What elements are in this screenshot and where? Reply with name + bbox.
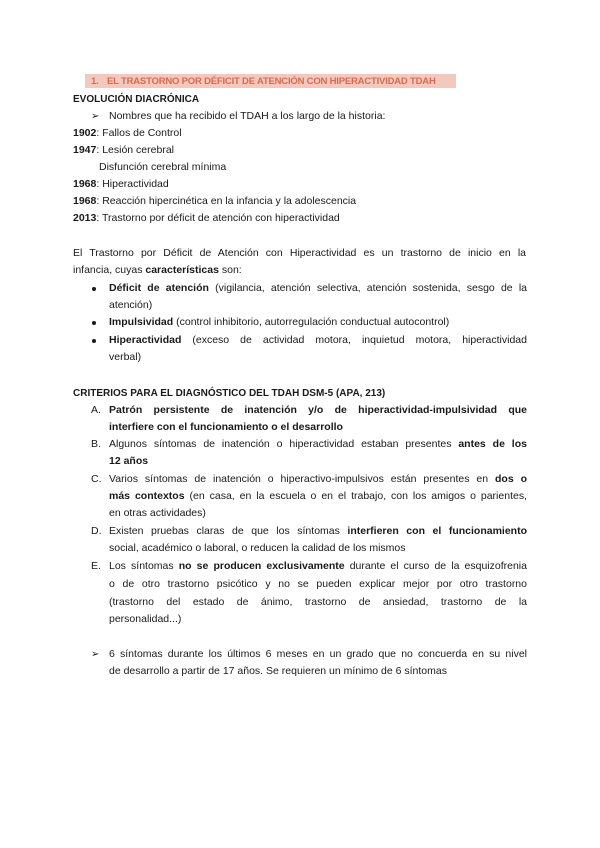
criterion-bold: Patrón persistente de inatención y/o de hiperactividad-impulsividad que — [109, 404, 527, 416]
intro-paragraph-line — [73, 262, 242, 279]
timeline-entry — [73, 210, 340, 227]
criterion-line: personalidad...) — [109, 613, 182, 625]
criterion-letter: C. — [91, 473, 102, 485]
criterion-line: en otras actividades) — [109, 507, 206, 519]
characteristic-continuation: verbal) — [109, 351, 142, 363]
timeline-text: : Trastorno por déficit de atención con hiperactividad — [96, 212, 340, 224]
bullet-icon — [92, 321, 96, 325]
timeline-entry — [73, 125, 182, 142]
criterion-line: (trastorno del estado de ánimo, trastorno de ansiedad, trastorno de la — [109, 596, 527, 608]
timeline-year: 1947 — [73, 144, 97, 156]
criterion-line — [109, 558, 527, 575]
note-line: de desarrollo a partir de 17 años. Se requieren un mínimo de 6 síntomas — [109, 665, 447, 677]
criterion-line — [109, 453, 148, 470]
criterion-bold: interfieren con el funcionamiento — [347, 525, 527, 537]
timeline-entry — [73, 193, 356, 210]
characteristic-bold: Déficit de atención — [109, 282, 209, 294]
characteristic-item — [109, 280, 527, 297]
criterion-bold: interfiere con el funcionamiento o el desarrollo — [109, 421, 343, 433]
characteristic-item — [109, 332, 527, 349]
note-line: 6 síntomas durante los últimos 6 meses en un grado que no concuerda en su nivel — [109, 648, 527, 660]
evolucion-heading: EVOLUCIÓN DIACRÓNICA — [73, 94, 200, 105]
criterion-line: o de otro trastorno psicótico y no se pueden explicar mejor por otro trastorno — [109, 578, 527, 590]
characteristic-text: (exceso de actividad motora, inquietud motora, hiperactividad — [181, 334, 527, 346]
criterion-line — [109, 419, 343, 436]
characteristic-continuation: atención) — [109, 299, 153, 311]
criterion-line — [109, 436, 527, 453]
characteristic-item — [109, 314, 449, 331]
criterion-letter: B. — [91, 438, 101, 450]
timeline-year: 1968 — [73, 195, 97, 207]
criterion-bold: dos o — [495, 473, 527, 485]
criterion-text: Los síntomas — [109, 560, 179, 572]
intro-text: infancia, cuyas — [73, 264, 146, 276]
timeline-year: 1968 — [73, 178, 97, 190]
bullet-icon — [92, 339, 96, 343]
timeline-entry — [73, 142, 174, 159]
intro-paragraph-line: El Trastorno por Déficit de Atención con Hiperactividad es un trastorno de inicio en la — [73, 247, 526, 259]
criterion-line — [109, 488, 527, 505]
criterion-text: durante el curso de la esquizofrenia — [344, 560, 527, 572]
section-title-text: EL TRASTORNO POR DÉFICIT DE ATENCIÓN CON HIPERACTIVIDAD TDAH — [107, 76, 436, 87]
criterion-line — [109, 402, 527, 419]
bullet-icon — [92, 287, 96, 291]
section-title — [91, 73, 436, 90]
timeline-text: : Lesión cerebral — [96, 144, 174, 156]
timeline-text: : Hiperactividad — [96, 178, 169, 190]
evolucion-intro: Nombres que ha recibido el TDAH a los largo de la historia: — [109, 110, 386, 122]
arrow-bullet-icon: ➢ — [91, 111, 100, 122]
criterion-text: (en casa, en la escuela o en el trabajo, con los amigos o parientes, — [184, 490, 527, 502]
section-number: 1. — [91, 76, 99, 87]
criterion-text: Existen pruebas claras de que los síntomas — [109, 525, 348, 537]
characteristic-bold: Impulsividad — [109, 316, 174, 328]
criterion-text: Varios síntomas de inatención o hiperactivo-impulsivos están presentes en — [109, 473, 495, 485]
criteria-heading: CRITERIOS PARA EL DIAGNÓSTICO DEL TDAH DSM-5 (APA, 213) — [73, 388, 386, 399]
intro-text: son: — [218, 264, 242, 276]
characteristic-bold: Hiperactividad — [109, 334, 182, 346]
criterion-letter: D. — [91, 525, 102, 537]
timeline-entry — [99, 159, 226, 176]
criterion-line — [109, 471, 527, 488]
intro-bold: características — [145, 264, 219, 276]
timeline-text: Disfunción cerebral mínima — [99, 161, 227, 173]
characteristic-text: (vigilancia, atención selectiva, atención sostenida, sesgo de la — [208, 282, 528, 294]
criterion-letter: E. — [91, 560, 101, 572]
criterion-line: social, académico o laboral, o reducen la calidad de los mismos — [109, 542, 406, 554]
criterion-letter: A. — [91, 404, 101, 416]
arrow-bullet-icon: ➢ — [91, 649, 100, 660]
criterion-bold: antes de los — [458, 438, 527, 450]
criterion-bold: no se producen exclusivamente — [178, 560, 345, 572]
timeline-entry — [73, 176, 169, 193]
characteristic-text: (control inhibitorio, autorregulación conductual autocontrol) — [173, 316, 450, 328]
criterion-line — [109, 523, 527, 540]
timeline-text: : Reacción hipercinética en la infancia y la adolescencia — [96, 195, 357, 207]
timeline-year: 2013 — [73, 212, 97, 224]
timeline-text: : Fallos de Control — [96, 127, 182, 139]
criterion-text: Algunos síntomas de inatención o hiperactividad estaban presentes — [109, 438, 459, 450]
criterion-bold: más contextos — [109, 490, 185, 502]
criterion-bold: 12 años — [109, 455, 149, 467]
timeline-year: 1902 — [73, 127, 97, 139]
